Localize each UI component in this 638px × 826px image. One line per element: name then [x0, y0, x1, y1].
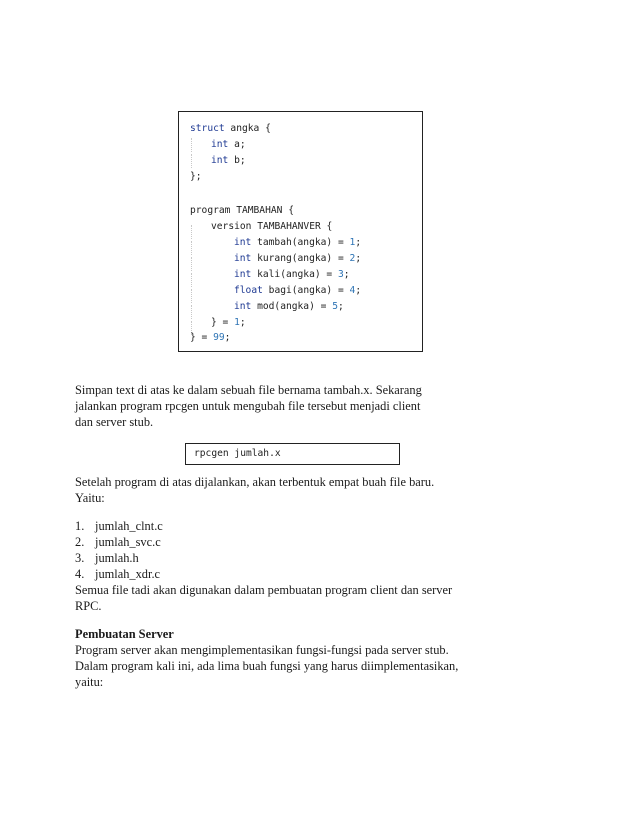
code-number: 5: [332, 301, 338, 312]
code-text: } =: [190, 332, 214, 343]
code-text: mod(angka) =: [251, 301, 333, 312]
code-line: [190, 122, 271, 136]
indent-guide: [191, 289, 192, 303]
list-number: 4.: [75, 567, 85, 581]
code-number: 4: [349, 285, 356, 296]
list-text: jumlah.h: [95, 551, 139, 565]
code-line: };: [190, 171, 202, 182]
code-line: [234, 252, 361, 266]
paragraph-line: dan server stub.: [75, 415, 154, 429]
code-keyword: int: [234, 237, 252, 248]
code-text: ;: [355, 237, 362, 248]
code-line: [234, 268, 350, 282]
code-text: kali(angka) =: [251, 269, 338, 280]
code-text: b;: [228, 155, 246, 166]
code-text: bagi(angka) =: [262, 285, 350, 296]
paragraph: [75, 642, 458, 690]
paragraph: [75, 582, 452, 614]
code-keyword: struct: [190, 123, 225, 134]
code-number: 1: [349, 237, 356, 248]
code-text: angka {: [224, 123, 271, 134]
code-line: [211, 154, 246, 168]
code-line: program TAMBAHAN {: [190, 205, 294, 216]
code-keyword: int: [234, 269, 252, 280]
code-block: [178, 111, 423, 352]
paragraph: [75, 382, 422, 430]
code-text: kurang(angka) =: [251, 253, 350, 264]
code-line: [234, 236, 361, 250]
code-keyword: int: [211, 155, 229, 166]
code-text: a;: [228, 139, 246, 150]
command-block: [185, 443, 400, 465]
indent-guide: [191, 305, 192, 319]
code-text: ;: [224, 332, 231, 343]
code-line: [211, 138, 246, 152]
list-number: 3.: [75, 551, 85, 565]
indent-guide: [191, 257, 192, 271]
code-text: ;: [355, 285, 362, 296]
code-number: 3: [337, 269, 344, 280]
paragraph-line: Simpan text di atas ke dalam sebuah file bernama tambah.x. Sekarang: [75, 383, 422, 397]
code-line: version TAMBAHANVER {: [211, 221, 333, 232]
command-text: rpcgen jumlah.x: [194, 448, 281, 459]
code-keyword: int: [211, 139, 229, 150]
list-number: 1.: [75, 519, 85, 533]
paragraph: [75, 474, 434, 506]
code-text: ;: [337, 301, 344, 312]
code-line: [211, 316, 246, 330]
section-heading: Pembuatan Server: [75, 627, 174, 641]
list-text: jumlah_xdr.c: [95, 567, 161, 581]
code-line: [234, 284, 361, 298]
list-text: jumlah_svc.c: [95, 535, 161, 549]
indent-guide: [191, 138, 192, 152]
list-text: jumlah_clnt.c: [95, 519, 163, 533]
paragraph-line: Yaitu:: [75, 491, 105, 505]
code-keyword: float: [234, 285, 263, 296]
code-number: 2: [349, 253, 356, 264]
code-text: } =: [211, 317, 235, 328]
paragraph-line: yaitu:: [75, 675, 104, 689]
paragraph-line: RPC.: [75, 599, 102, 613]
paragraph-line: Setelah program di atas dijalankan, akan terbentuk empat buah file baru.: [75, 475, 435, 489]
paragraph-line: Dalam program kali ini, ada lima buah fungsi yang harus diimplementasikan,: [75, 659, 459, 673]
code-text: ;: [355, 253, 362, 264]
code-number: 1: [234, 317, 240, 328]
list-item: [75, 566, 160, 582]
code-text: tambah(angka) =: [251, 237, 350, 248]
paragraph-line: jalankan program rpcgen untuk mengubah file tersebut menjadi client: [75, 399, 421, 413]
code-text: ;: [239, 317, 246, 328]
indent-guide: [191, 225, 192, 239]
list-number: 2.: [75, 535, 85, 549]
list-item: [75, 518, 163, 534]
indent-guide: [191, 241, 192, 255]
indent-guide: [191, 273, 192, 287]
code-number: 99: [213, 332, 225, 343]
code-line: [234, 300, 344, 314]
indent-guide: [191, 154, 192, 168]
code-text: ;: [343, 269, 350, 280]
list-item: [75, 550, 139, 566]
code-line: [190, 331, 230, 345]
paragraph-line: Program server akan mengimplementasikan fungsi-fungsi pada server stub.: [75, 643, 449, 657]
paragraph-line: Semua file tadi akan digunakan dalam pembuatan program client dan server: [75, 583, 453, 597]
code-keyword: int: [234, 301, 252, 312]
list-item: [75, 534, 161, 550]
code-keyword: int: [234, 253, 252, 264]
